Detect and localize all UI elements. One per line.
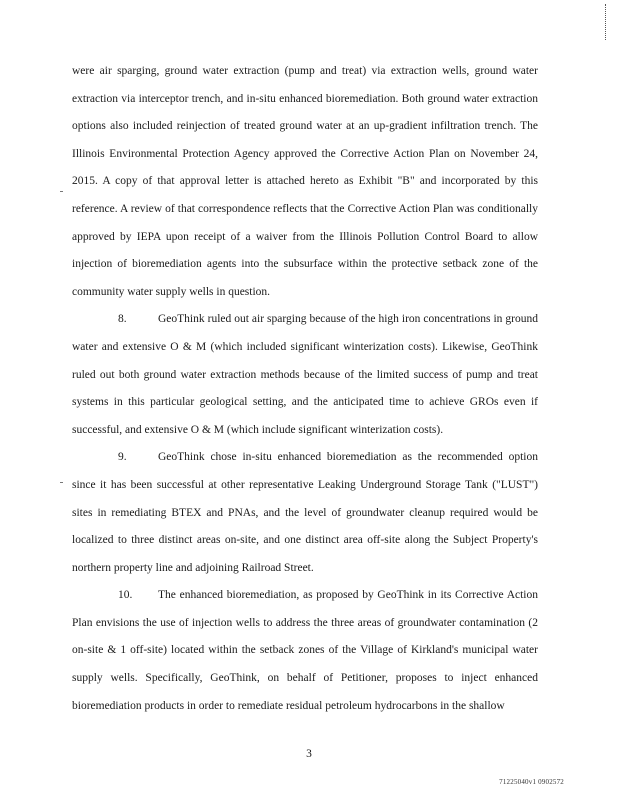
paragraph-continuation [72,58,538,306]
paragraph-number: 10. [118,589,133,602]
paragraph-text: GeoThink chose in-situ enhanced bioremediation as the recommended option since it has been successful at other representative Leaking Underground Storage Tank ("LUST") sites in remediating BTEX and PNAs, and the level of groundwater cleanup required would be localized to three distinct areas on-site, and one distinct area off-site along the Subject Property's northern property line and adjoining Railroad Street. [72,451,538,574]
paragraph-text: The enhanced bioremediation, as proposed by GeoThink in its Corrective Action Plan envisions the use of injection wells to address the three areas of groundwater contamination (2 on-site & 1 off-site) located within the setback zones of the Village of Kirkland's municipal water supply wells. Specifically, GeoThink, on behalf of Petitioner, proposes to inject enhanced bioremediation products in order to remediate residual petroleum hydrocarbons in the shallow [72,589,538,712]
paragraph-text: were air sparging, ground water extraction (pump and treat) via extraction wells, ground water extraction via interceptor trench, and in-situ enhanced bioremediation. Both ground water extraction options also included reinjection of treated ground water at an up-gradient infiltration trench. The Illinois Environmental Protection Agency approved the Corrective Action Plan on November 24, 2015. A copy of that approval letter is attached hereto as Exhibit "B" and incorporated by this reference. A review of that correspondence reflects that the Corrective Action Plan was conditionally approved by IEPA upon receipt of a waiver from the Illinois Pollution Control Board to allow injection of bioremediation agents into the subsurface within the protective setback zone of the community water supply wells in question. [72,65,538,298]
paragraph-number: 8. [118,313,127,326]
page-number: 3 [306,748,312,760]
paragraph-10 [72,582,538,720]
paragraph-number: 9. [118,451,127,464]
margin-tick-mark [60,191,63,192]
paragraph-9 [72,444,538,582]
paragraph-8 [72,306,538,444]
body-text [72,58,538,720]
paragraph-text: GeoThink ruled out air sparging because of the high iron concentrations in ground water and extensive O & M (which included significant winterization costs). Likewise, GeoThink ruled out both ground water extraction methods because of the limited success of pump and treat systems in this particular geological setting, and the anticipated time to achieve GROs even if successful, and extensive O & M (which include significant winterization costs). [72,313,538,436]
document-id: 71225040v1 0902572 [499,778,564,786]
binding-edge-mark [605,4,608,40]
margin-tick-mark [60,482,63,483]
